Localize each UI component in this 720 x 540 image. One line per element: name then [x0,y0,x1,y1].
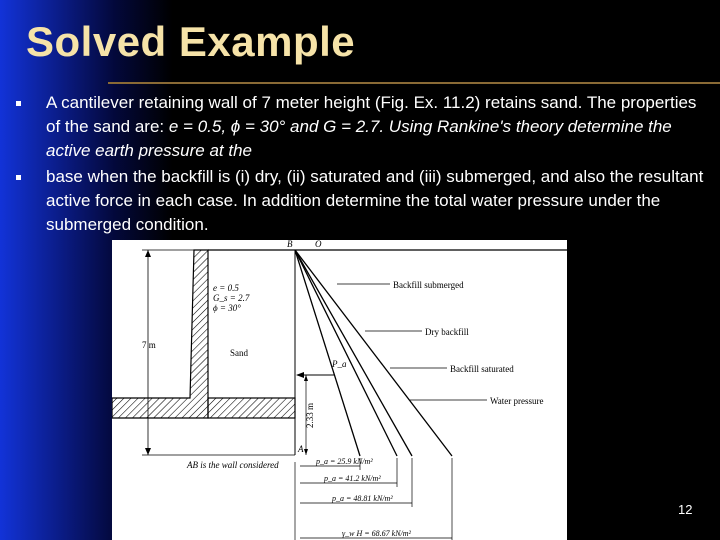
title-divider [108,82,720,84]
slide-title: Solved Example [26,18,356,65]
label-sand: Sand [230,348,248,358]
resultant-force-arrowhead [296,372,304,378]
figure-drawing [112,240,567,540]
prop-friction-angle: ϕ = 30° [213,303,241,313]
problem-statement-part1 [46,91,706,163]
label-backfill-saturated: Backfill saturated [450,364,514,374]
label-point-b: B [287,240,293,249]
label-backfill-submerged: Backfill submerged [393,280,464,290]
label-water-pressure-value: γ_w H = 68.67 kN/m² [342,529,411,538]
wall-heel [208,398,295,418]
label-water-pressure: Water pressure [490,396,544,406]
figure-caption: AB is the wall considered [187,460,279,470]
label-pressure-dry: p_a = 41.2 kN/m² [324,474,381,483]
label-pressure-saturated: p_a = 48.81 kN/m² [332,494,393,503]
wall-stem [112,250,208,418]
prop-void-ratio: e = 0.5 [213,283,239,293]
page-number: 12 [678,502,693,517]
statement-italic-text: e = 0.5, ϕ = 30° and G = 2.7. Using Rankine's theory determine the active earth pressure at the [46,117,672,160]
label-point-o: O [315,240,322,249]
label-point-a: A [298,444,304,454]
bullet-marker [16,101,21,106]
label-pressure-submerged: p_a = 25.9 kN/m² [316,457,373,466]
label-dry-backfill: Dry backfill [425,327,469,337]
label-resultant-height: 2.33 m [305,402,315,428]
retaining-wall-figure [112,240,567,540]
problem-statement-part2: base when the backfill is (i) dry, (ii) saturated and (iii) submerged, and also the resultant active force in each case. In addition determine the total water pressure under the submerged condition. [46,167,704,234]
prop-specific-gravity: G_s = 2.7 [213,293,250,303]
statement-text: A cantilever retaining wall of 7 meter height (Fig. Ex. 11.2) retains sand. The properties of the sand are: [46,93,697,136]
label-resultant-force: P_a [332,359,347,369]
label-wall-height: 7 m [142,340,156,350]
bullet-marker [16,175,21,180]
